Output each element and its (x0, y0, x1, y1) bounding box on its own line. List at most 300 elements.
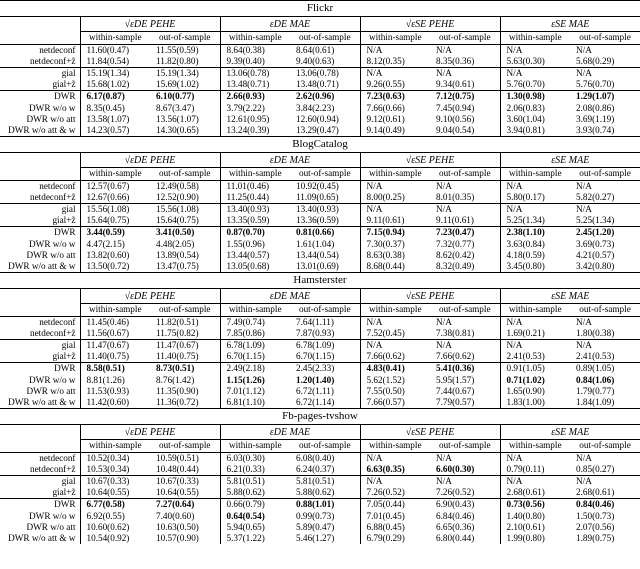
value-cell: 7.66(0.57) (366, 396, 405, 407)
corner-cell (0, 168, 80, 181)
sub-header: out-of-sample (290, 440, 360, 453)
sub-header: within-sample (220, 32, 290, 45)
value-cell: 7.66(0.62) (366, 351, 405, 362)
value-cell: 6.60(0.30) (430, 464, 500, 476)
value-cell: 15.19(1.34) (80, 67, 150, 79)
value-cell: N/A (506, 316, 523, 327)
sub-header: within-sample (500, 32, 570, 45)
value-cell: 13.24(0.39) (226, 124, 270, 135)
value-cell: 8.35(0.36) (430, 56, 500, 68)
value-cell: 9.26(0.55) (366, 79, 405, 90)
table-row (0, 363, 640, 375)
sub-header: within-sample (360, 304, 430, 317)
method-name: netdeconf+z̃ (0, 192, 80, 204)
value-cell: 6.24(0.37) (290, 464, 360, 476)
value-cell: 11.56(0.67) (86, 327, 130, 338)
value-cell: 13.48(0.71) (226, 79, 270, 90)
value-cell: N/A (430, 203, 500, 215)
value-cell: 0.84(0.46) (570, 499, 640, 511)
value-cell: N/A (430, 180, 500, 192)
method-name: netdeconf+z̃ (0, 464, 80, 476)
value-cell: 7.23(0.47) (430, 227, 500, 239)
value-cell: 5.88(0.62) (226, 487, 265, 498)
value-cell: 0.64(0.54) (226, 510, 265, 521)
value-cell: 2.41(0.53) (506, 351, 545, 362)
value-cell: 4.48(2.05) (150, 238, 220, 249)
value-cell: 11.40(0.75) (150, 351, 220, 363)
value-cell: 3.44(0.59) (80, 227, 150, 239)
corner-cell (0, 153, 80, 168)
value-cell: 8.63(0.38) (366, 249, 405, 260)
value-cell: 3.84(2.23) (290, 102, 360, 113)
value-cell: 6.79(0.29) (366, 532, 405, 543)
value-cell: 13.40(0.93) (220, 203, 290, 215)
value-cell: N/A (500, 203, 570, 215)
sub-header: out-of-sample (430, 168, 500, 181)
value-cell: 12.52(0.90) (150, 192, 220, 204)
value-cell: 10.92(0.45) (290, 180, 360, 192)
value-cell: 13.01(0.69) (290, 261, 360, 272)
metric-header: √εSE PEHE (360, 17, 500, 32)
sub-header: within-sample (360, 32, 430, 45)
value-cell: 11.01(0.46) (226, 180, 270, 191)
value-cell: 9.14(0.49) (366, 124, 405, 135)
metric-header: √εDE PEHE (80, 289, 220, 304)
method-name: DWR (0, 227, 80, 239)
value-cell: 6.63(0.35) (366, 463, 405, 474)
value-cell: 7.64(1.11) (290, 316, 360, 328)
metric-header: εSE MAE (500, 153, 640, 168)
value-cell: N/A (430, 44, 500, 56)
table-row (0, 67, 640, 79)
table-row (0, 227, 640, 239)
method-name: gial+z̃ (0, 351, 80, 363)
value-cell: 3.60(1.04) (506, 113, 545, 124)
value-cell: 15.68(1.02) (86, 79, 130, 90)
value-cell: 2.10(0.61) (506, 521, 545, 532)
metric-header: √εDE PEHE (80, 425, 220, 440)
corner-cell (0, 440, 80, 453)
value-cell: 3.69(0.73) (576, 238, 615, 249)
value-cell: 12.60(0.94) (290, 114, 360, 125)
value-cell: 7.01(1.12) (226, 385, 265, 396)
value-cell: 2.49(2.18) (220, 363, 290, 375)
sub-header: out-of-sample (570, 168, 640, 181)
value-cell: 1.83(1.00) (506, 396, 545, 407)
value-cell: 8.67(3.47) (150, 102, 220, 113)
value-cell: 2.62(0.96) (290, 91, 360, 103)
value-cell: 5.46(1.27) (290, 533, 360, 544)
value-cell: 3.79(2.22) (226, 102, 265, 113)
value-cell: 6.03(0.30) (226, 452, 265, 463)
method-name: DWR w/o att (0, 114, 80, 125)
metric-header: εSE MAE (500, 425, 640, 440)
value-cell: 4.18(0.59) (506, 249, 545, 260)
method-name: DWR w/o att & w (0, 125, 80, 136)
table-row (0, 510, 640, 521)
method-name: DWR (0, 363, 80, 375)
value-cell: N/A (576, 452, 592, 463)
value-cell: N/A (576, 180, 592, 191)
method-name: netdeconf+z̃ (0, 328, 80, 340)
table-row (0, 91, 640, 103)
value-cell: 0.91(1.05) (500, 363, 570, 375)
value-cell: 15.64(0.75) (86, 215, 130, 226)
value-cell: 7.38(0.81) (430, 328, 500, 340)
method-name: DWR w/o att (0, 250, 80, 261)
value-cell: N/A (570, 339, 640, 351)
value-cell: 1.61(1.04) (290, 238, 360, 249)
method-name: DWR w/o w (0, 102, 80, 113)
value-cell: 5.63(0.30) (506, 55, 545, 66)
corner-cell (0, 32, 80, 45)
value-cell: 8.81(1.26) (86, 374, 125, 385)
metric-header: εDE MAE (220, 289, 360, 304)
table-row (0, 374, 640, 385)
value-cell: 7.55(0.50) (366, 385, 405, 396)
value-cell: 13.82(0.60) (86, 249, 130, 260)
value-cell: 10.54(0.92) (86, 532, 130, 543)
value-cell: N/A (570, 67, 640, 79)
value-cell: 13.89(0.54) (150, 250, 220, 261)
value-cell: N/A (360, 67, 430, 79)
value-cell: 6.78(1.09) (290, 339, 360, 351)
value-cell: 10.52(0.34) (86, 452, 130, 463)
value-cell: 7.26(0.52) (430, 487, 500, 499)
value-cell: N/A (506, 452, 523, 463)
method-name: gial (0, 339, 80, 351)
table-row (0, 56, 640, 68)
value-cell: 0.85(0.27) (576, 463, 615, 474)
section-title: BlogCatalog (0, 136, 640, 153)
method-name: gial (0, 203, 80, 215)
corner-cell (0, 304, 80, 317)
table-row (0, 499, 640, 511)
value-cell: 1.30(0.98) (500, 91, 570, 103)
value-cell: 13.06(0.78) (220, 67, 290, 79)
value-cell: 5.41(0.36) (430, 363, 500, 375)
value-cell: 11.42(0.60) (86, 396, 130, 407)
value-cell: 1.20(1.40) (290, 374, 360, 385)
method-name: netdeconf (0, 316, 80, 328)
value-cell: 1.99(0.80) (506, 532, 545, 543)
table-row (0, 533, 640, 544)
value-cell: N/A (430, 452, 500, 464)
value-cell: 13.29(0.47) (290, 125, 360, 136)
value-cell: 7.45(0.94) (430, 102, 500, 113)
value-cell: 14.23(0.57) (86, 124, 130, 135)
value-cell: 11.47(0.67) (150, 339, 220, 351)
method-name: gial+z̃ (0, 487, 80, 499)
table-row (0, 397, 640, 408)
value-cell: 7.52(0.45) (366, 327, 405, 338)
sub-header: within-sample (80, 304, 150, 317)
value-cell: 6.92(0.55) (86, 510, 125, 521)
value-cell: 9.11(0.61) (366, 215, 405, 226)
value-cell: 6.80(0.44) (430, 533, 500, 544)
value-cell: 2.68(0.61) (576, 487, 615, 498)
method-name: netdeconf (0, 180, 80, 192)
value-cell: 2.08(0.86) (576, 102, 615, 113)
value-cell: 11.84(0.54) (86, 55, 130, 66)
table-row (0, 44, 640, 56)
value-cell: 7.27(0.64) (150, 499, 220, 511)
value-cell: 2.45(1.20) (570, 227, 640, 239)
value-cell: 6.72(1.14) (290, 397, 360, 408)
sub-header: within-sample (500, 168, 570, 181)
corner-cell (0, 289, 80, 304)
method-name: DWR w/o att & w (0, 397, 80, 408)
value-cell: 11.36(0.72) (150, 397, 220, 408)
value-cell: N/A (360, 339, 430, 351)
value-cell: 11.09(0.65) (290, 192, 360, 204)
value-cell: 11.35(0.90) (150, 386, 220, 397)
value-cell: 0.79(0.11) (506, 463, 545, 474)
value-cell: 6.08(0.40) (290, 452, 360, 464)
table-row (0, 316, 640, 328)
value-cell: N/A (366, 180, 383, 191)
value-cell: 13.44(0.57) (226, 249, 270, 260)
value-cell: 8.35(0.45) (86, 102, 125, 113)
value-cell: 0.88(1.01) (290, 499, 360, 511)
value-cell: 5.81(0.51) (220, 475, 290, 487)
metric-header: √εSE PEHE (360, 289, 500, 304)
table-row (0, 464, 640, 476)
value-cell: 8.58(0.51) (80, 363, 150, 375)
table-row (0, 475, 640, 487)
value-cell: 10.53(0.34) (86, 463, 130, 474)
value-cell: 6.70(1.15) (290, 351, 360, 363)
value-cell: 8.73(0.51) (150, 363, 220, 375)
method-name: DWR w/o att (0, 522, 80, 533)
value-cell: 1.79(0.77) (576, 385, 615, 396)
value-cell: 13.40(0.93) (290, 203, 360, 215)
value-cell: 3.45(0.80) (506, 260, 545, 271)
value-cell: N/A (500, 67, 570, 79)
table-row (0, 125, 640, 136)
value-cell: 6.21(0.33) (226, 463, 265, 474)
value-cell: 3.69(1.19) (576, 113, 615, 124)
value-cell: N/A (430, 67, 500, 79)
table-row (0, 114, 640, 125)
table-row (0, 386, 640, 397)
value-cell: 11.82(0.80) (150, 56, 220, 68)
method-name: netdeconf+z̃ (0, 56, 80, 68)
sub-header: out-of-sample (570, 304, 640, 317)
value-cell: 13.48(0.71) (290, 79, 360, 91)
value-cell: 9.11(0.61) (430, 215, 500, 227)
value-cell: 11.75(0.82) (150, 328, 220, 340)
table-row (0, 203, 640, 215)
value-cell: 8.00(0.25) (366, 191, 405, 202)
sub-header: within-sample (500, 304, 570, 317)
value-cell: 10.64(0.55) (86, 487, 130, 498)
value-cell: 5.68(0.29) (576, 55, 615, 66)
value-cell: 8.76(1.42) (150, 374, 220, 385)
value-cell: 6.65(0.36) (430, 522, 500, 533)
value-cell: 8.68(0.44) (366, 260, 405, 271)
method-name: gial+z̃ (0, 79, 80, 91)
value-cell: 8.64(0.61) (290, 44, 360, 56)
value-cell: 10.67(0.33) (150, 475, 220, 487)
value-cell: 2.45(2.33) (290, 363, 360, 375)
value-cell: 6.77(0.58) (80, 499, 150, 511)
value-cell: 11.40(0.75) (86, 351, 130, 362)
value-cell: 8.01(0.35) (430, 192, 500, 204)
value-cell: 15.56(1.08) (150, 203, 220, 215)
value-cell: 13.36(0.59) (290, 215, 360, 227)
table-row (0, 339, 640, 351)
section-title: Flickr (0, 0, 640, 17)
method-name: DWR w/o w (0, 238, 80, 249)
section-fb-pages-tvshow (0, 408, 640, 544)
table-row (0, 351, 640, 363)
value-cell: 0.73(0.56) (500, 499, 570, 511)
value-cell: 2.07(0.56) (576, 521, 615, 532)
value-cell: N/A (366, 316, 383, 327)
value-cell: 2.41(0.53) (576, 351, 615, 362)
results-table (0, 153, 640, 272)
value-cell: 6.88(0.45) (366, 521, 405, 532)
table-row (0, 238, 640, 249)
value-cell: 3.93(0.74) (576, 124, 615, 135)
method-name: DWR w/o att & w (0, 533, 80, 544)
value-cell: 9.10(0.56) (430, 114, 500, 125)
value-cell: N/A (360, 203, 430, 215)
value-cell: 9.34(0.61) (430, 79, 500, 91)
sub-header: within-sample (80, 440, 150, 453)
value-cell: 2.66(0.93) (220, 91, 290, 103)
value-cell: 6.17(0.87) (80, 91, 150, 103)
value-cell: 1.84(1.09) (576, 396, 615, 407)
value-cell: 8.32(0.49) (430, 261, 500, 272)
value-cell: 13.05(0.68) (226, 260, 270, 271)
value-cell: 7.05(0.44) (360, 499, 430, 511)
value-cell: 11.47(0.67) (80, 339, 150, 351)
metric-header: εDE MAE (220, 17, 360, 32)
value-cell: 11.82(0.51) (150, 316, 220, 328)
value-cell: 5.25(1.34) (506, 215, 545, 226)
method-name: netdeconf (0, 44, 80, 56)
value-cell: 0.66(0.79) (220, 499, 290, 511)
method-name: gial (0, 475, 80, 487)
value-cell: 5.62(1.52) (366, 374, 405, 385)
table-row (0, 79, 640, 91)
value-cell: 7.66(0.66) (366, 102, 405, 113)
section-title: Hamsterster (0, 272, 640, 289)
value-cell: 8.62(0.42) (430, 250, 500, 261)
sub-header: out-of-sample (150, 440, 220, 453)
method-name: netdeconf (0, 452, 80, 464)
value-cell: 12.57(0.67) (86, 180, 130, 191)
corner-cell (0, 425, 80, 440)
value-cell: 5.88(0.62) (290, 487, 360, 499)
value-cell: 1.65(0.90) (506, 385, 545, 396)
table-row (0, 192, 640, 204)
value-cell: 9.12(0.61) (366, 113, 405, 124)
value-cell: 11.60(0.47) (86, 44, 130, 55)
value-cell: 12.61(0.95) (226, 113, 270, 124)
value-cell: N/A (576, 44, 592, 55)
value-cell: 15.64(0.75) (150, 215, 220, 227)
sub-header: within-sample (80, 32, 150, 45)
value-cell: 5.76(0.70) (506, 79, 545, 90)
value-cell: N/A (506, 44, 523, 55)
metric-header: εSE MAE (500, 289, 640, 304)
value-cell: 7.23(0.63) (360, 91, 430, 103)
sub-header: within-sample (360, 168, 430, 181)
value-cell: 10.57(0.90) (150, 533, 220, 544)
value-cell: 1.55(0.96) (226, 238, 265, 249)
value-cell: 2.68(0.61) (506, 487, 545, 498)
value-cell: 1.69(0.21) (506, 327, 545, 338)
value-cell: 7.87(0.93) (290, 328, 360, 340)
method-name: gial+z̃ (0, 215, 80, 227)
section-hamsterster (0, 272, 640, 408)
method-name: DWR w/o att & w (0, 261, 80, 272)
value-cell: 5.95(1.57) (430, 374, 500, 385)
value-cell: 9.40(0.63) (290, 56, 360, 68)
method-name: DWR w/o w (0, 374, 80, 385)
sub-header: within-sample (500, 440, 570, 453)
metric-header: εDE MAE (220, 425, 360, 440)
value-cell: 1.80(0.38) (576, 327, 615, 338)
table-row (0, 250, 640, 261)
value-cell: 4.47(2.15) (86, 238, 125, 249)
value-cell: 12.67(0.66) (86, 191, 130, 202)
table-row (0, 452, 640, 464)
sub-header: within-sample (220, 440, 290, 453)
value-cell: 5.37(1.22) (226, 532, 265, 543)
metric-header: √εDE PEHE (80, 153, 220, 168)
sub-header: out-of-sample (150, 168, 220, 181)
table-row (0, 261, 640, 272)
value-cell: 10.63(0.50) (150, 522, 220, 533)
value-cell: 10.48(0.44) (150, 464, 220, 476)
value-cell: N/A (500, 339, 570, 351)
value-cell: 7.01(0.45) (366, 510, 405, 521)
value-cell: 5.94(0.65) (226, 521, 265, 532)
sub-header: out-of-sample (430, 32, 500, 45)
value-cell: 13.35(0.59) (226, 215, 270, 226)
value-cell: 8.64(0.38) (226, 44, 265, 55)
value-cell: 5.80(0.17) (506, 191, 545, 202)
value-cell: 10.64(0.55) (150, 487, 220, 499)
value-cell: 7.44(0.67) (430, 386, 500, 397)
sub-header: out-of-sample (290, 168, 360, 181)
value-cell: 7.32(0.77) (430, 238, 500, 249)
sub-header: out-of-sample (150, 32, 220, 45)
value-cell: 7.15(0.94) (360, 227, 430, 239)
method-name: DWR (0, 499, 80, 511)
value-cell: 7.85(0.86) (226, 327, 265, 338)
value-cell: 9.39(0.40) (226, 55, 265, 66)
sub-header: out-of-sample (430, 440, 500, 453)
value-cell: N/A (366, 452, 383, 463)
section-blogcatalog (0, 136, 640, 272)
value-cell: 15.69(1.02) (150, 79, 220, 91)
value-cell: 7.49(0.74) (226, 316, 265, 327)
value-cell: 15.56(1.08) (80, 203, 150, 215)
value-cell: 13.06(0.78) (290, 67, 360, 79)
sub-header: out-of-sample (430, 304, 500, 317)
value-cell: 0.89(1.05) (570, 363, 640, 375)
value-cell: N/A (430, 339, 500, 351)
metric-header: εSE MAE (500, 17, 640, 32)
value-cell: 1.89(0.75) (576, 532, 615, 543)
metric-header: √εDE PEHE (80, 17, 220, 32)
value-cell: 6.10(0.77) (150, 91, 220, 103)
